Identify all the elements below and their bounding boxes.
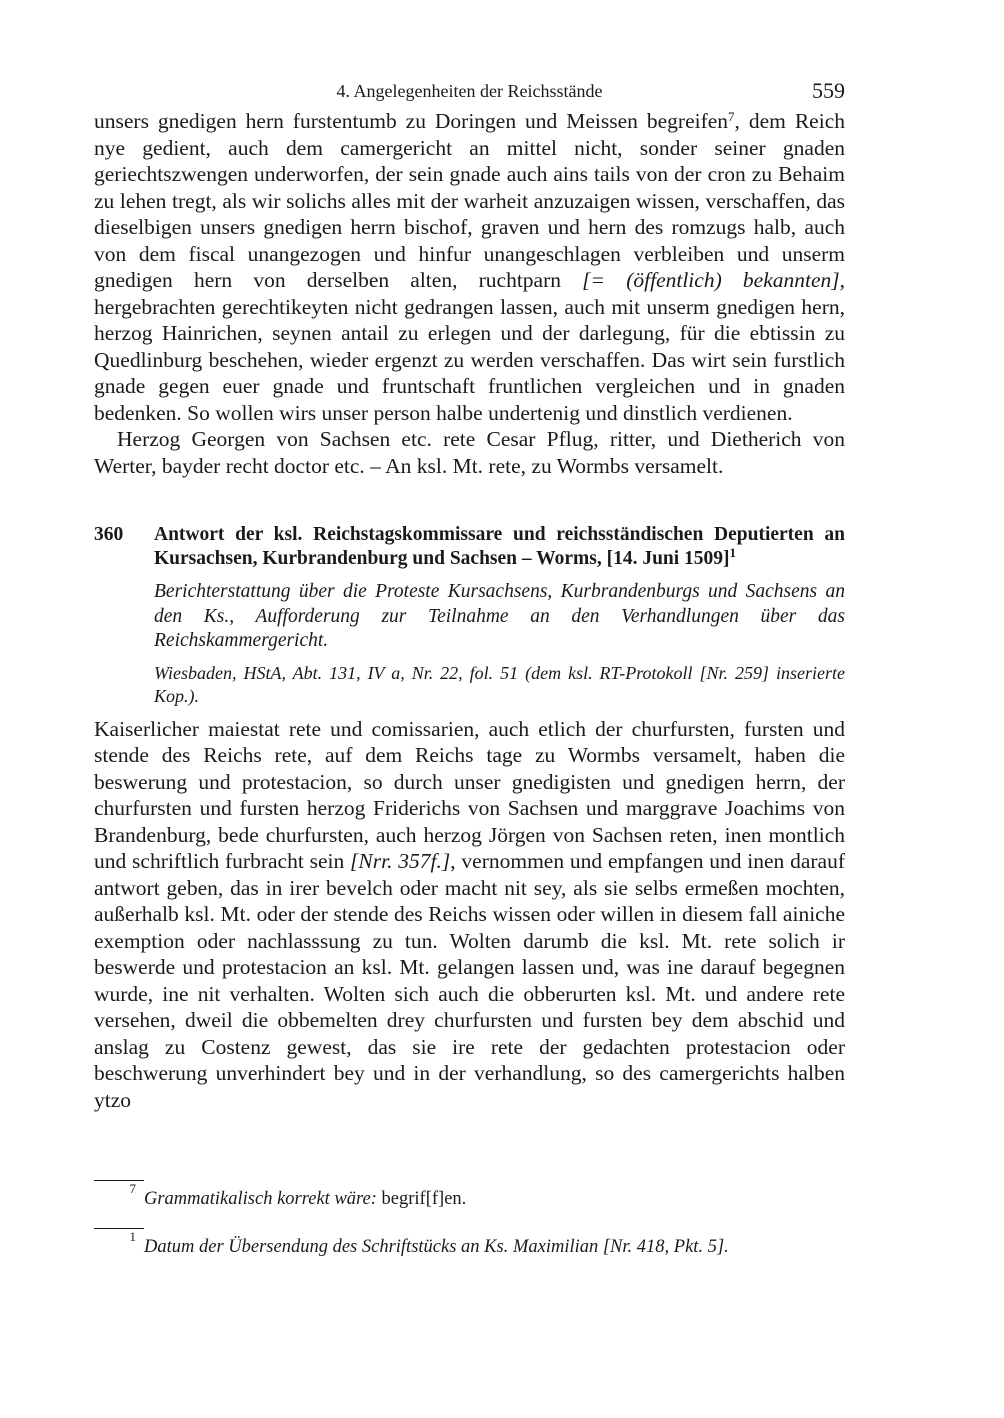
running-head	[94, 78, 845, 108]
document-number: 360	[94, 524, 124, 545]
continuation-text-c: , hergebrachten gerechtikeyten nicht gedrangen lassen, auch mit unserm gnedigen hern, herzog Hainrichen, seynen antail zu erlegen und der darlegung, für die ebtissin zu Quedlinburg beschehen, wieder ergenzt zu werden verschaffen. Das wirt sein furstlich gnade gegen euer gnade und fruntschaft fruntlichen vergleichen und in gnaden bedenken. So wollen wirs unser person halbe undertenig und dinstlich verdienen.	[94, 268, 845, 425]
footnote-text: begrif[f]en.	[376, 1189, 467, 1209]
footnote-number: 1	[129, 1229, 136, 1244]
footnote-section-1	[94, 1180, 845, 1211]
footnote	[94, 1229, 845, 1259]
footnote-body	[144, 1229, 845, 1259]
footnote-italic: Datum der Übersendung des Schriftstücks an Ks. Maximilian [Nr. 418, Pkt. 5].	[144, 1237, 729, 1257]
running-head-title: 4. Angelegenheiten der Reichsstände	[336, 81, 603, 101]
document-entry	[94, 523, 845, 1113]
footnote-ref-1: 1	[729, 545, 737, 560]
document-body	[94, 716, 845, 1114]
continuation-text-b: , dem Reich nye gedient, auch dem camergericht an mittel nicht, sonder seiner gnaden geriechtszwengen underworfen, der sein gnade auch ains tails von der cron zu Behaim zu lehen tregt, als wir solichs alles mit der warheit anzuzaigen wissen, verschaffen, das dieselbigen unsers gnedigen herrn bischof, graven und hern des romzugs halb, auch von dem fiscal unangezogen und hinfur unangeschlagen verbleiben und unserm gnedigen hern von derselben alten, ruchtparn	[94, 109, 845, 292]
page-number: 559	[812, 78, 845, 103]
footnote-ref-7: 7	[728, 109, 735, 124]
document-title	[154, 523, 845, 571]
footnote-body	[144, 1181, 845, 1211]
document-source: Wiesbaden, HStA, Abt. 131, IV a, Nr. 22, fol. 51 (dem ksl. RT-Protokoll [Nr. 259] inserierte Kop.).	[154, 662, 845, 706]
footnote-section-2	[94, 1228, 845, 1259]
footnote-number: 7	[129, 1181, 136, 1196]
editorial-gloss: [= (öffentlich) bekannten]	[582, 268, 840, 292]
document-crossref: [Nrr. 357f.]	[350, 849, 451, 873]
page-content	[94, 78, 845, 1113]
continuation-text-a: unsers gnedigen hern furstentumb zu Doringen und Meissen begreifen	[94, 109, 729, 133]
document-body-text-b: , vernommen und empfangen und inen darauf antwort geben, das in irer bevelch oder macht nit sey, als sie selbs ermeßen mochten, außerhalb ksl. Mt. oder der stende des Reichs wissen oder willen in diesem fall ainiche exemption oder nachlasssung zu tun. Wolten darumb die ksl. Mt. rete solich ir beswerde und protestacion an ksl. Mt. gelangen lassen und, was ine darauf begegnen wurde, ine nit verhalten. Wolten sich auch die obberurten ksl. Mt. und andere rete versehen, dweil die obbemelten drey churfursten und fursten bey dem abschid und anslag zu Costenz gewest, das sie ire rete der gedachten protestacion oder beschwerung unverhindert bey und in der verhandlung, so des camergerichts halben ytzo	[94, 849, 846, 1112]
footnote-italic: Grammatikalisch korrekt wäre:	[144, 1189, 377, 1209]
continuation-paragraph	[94, 108, 845, 479]
document-regest: Berichterstattung über die Proteste Kursachsens, Kurbrandenburgs und Sachsens an den Ks., Aufforderung zur Teilnahme an den Verhandlungen über das Reichskammergericht.	[154, 581, 845, 651]
document-title-text: Antwort der ksl. Reichstagskommissare und reichsständischen Deputierten an Kursachsen, Kurbrandenburg und Sachsen – Worms, [14. Juni 1509]	[154, 524, 845, 569]
signature-paragraph: Herzog Georgen von Sachsen etc. rete Cesar Pflug, ritter, und Dietherich von Werter, bayder recht doctor etc. – An ksl. Mt. rete, zu Wormbs versamelt.	[94, 427, 845, 478]
document-body-text-a: Kaiserlicher maiestat rete und comissarien, auch etlich der churfursten, fursten und stende des Reichs rete, auf dem Reichs tage zu Wormbs versamelt, haben die beswerung und protestacion, so durch unser gnedigisten und gnedigen herrn, der churfursten und fursten herzog Friderichs von Sachsen und marggrave Joachims von Brandenburg, bede churfursten, auch herzog Jörgen von Sachsen reten, inen montlich und schriftlich furbracht sein	[94, 716, 845, 873]
footnote	[94, 1181, 845, 1211]
document-heading	[94, 523, 845, 571]
